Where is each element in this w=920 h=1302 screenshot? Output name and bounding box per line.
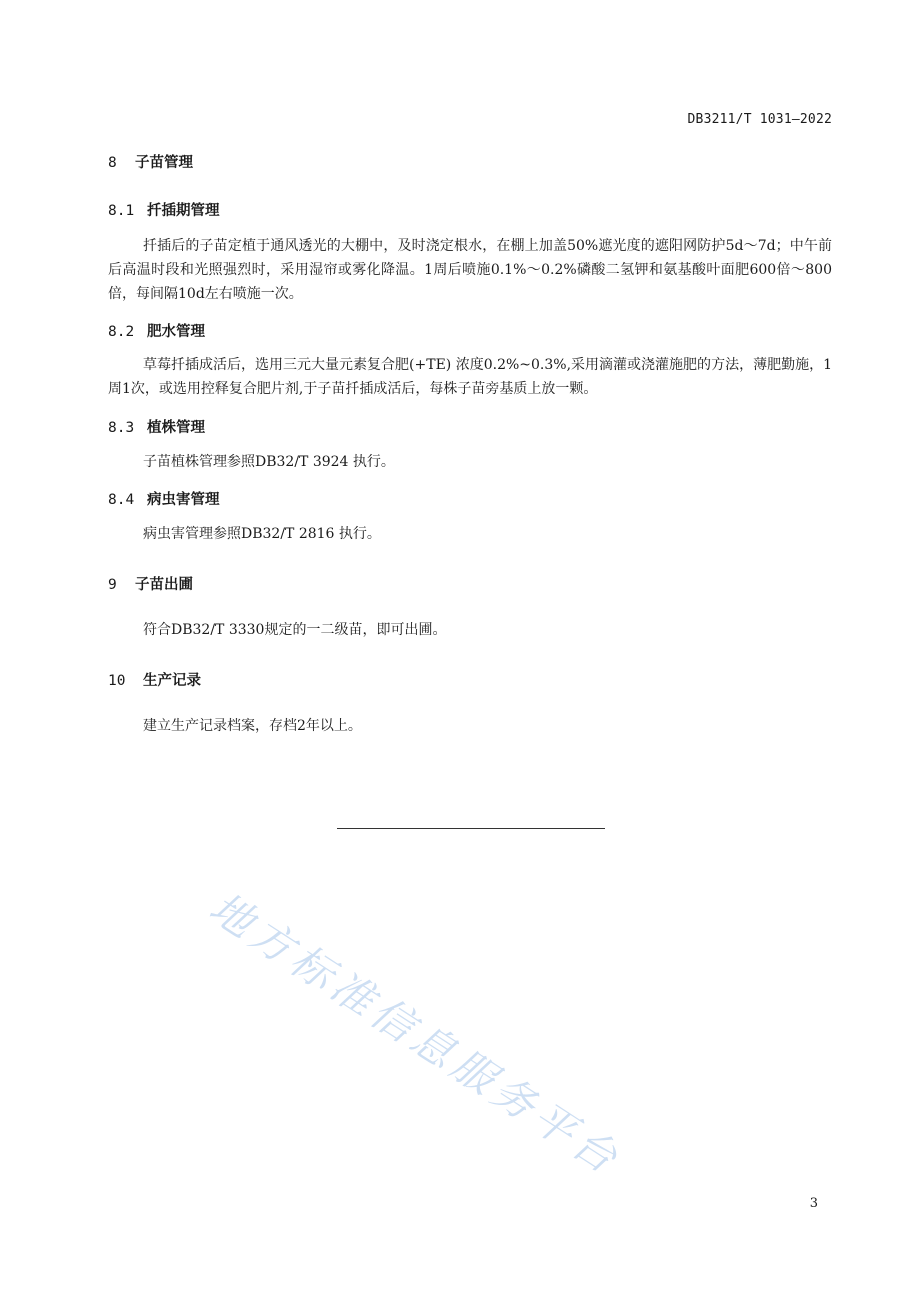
section-10-heading: [108, 669, 201, 690]
section-8-3-paragraph: 子苗植株管理参照DB32/T 3924 执行。: [143, 454, 395, 470]
section-number: 8.4: [108, 492, 135, 508]
section-8-4-paragraph: 病虫害管理参照DB32/T 2816 执行。: [143, 526, 381, 542]
section-9-paragraph: 符合DB32/T 3330规定的一二级苗，即可出圃。: [143, 622, 447, 638]
section-8-1-paragraph: 扦插后的子苗定植于通风透光的大棚中，及时浇定根水，在棚上加盖50%遮光度的遮阳网防护5d～7d；中午前后高温时段和光照强烈时，采用湿帘或雾化降温。1周后喷施0.1%～0.2%磷酸二氢钾和氨基酸叶面肥600倍～800倍，每间隔10d左右喷施一次。: [108, 238, 832, 302]
section-title: 植株管理: [147, 420, 205, 436]
page-number: 3: [809, 1196, 818, 1211]
section-9-heading: [108, 573, 193, 594]
section-number: 8.2: [108, 324, 135, 340]
document-code: DB3211/T 1031—2022: [687, 112, 832, 127]
watermark: 地方标准信息服务平台: [200, 882, 631, 1186]
section-number: 9: [108, 577, 117, 593]
section-number: 8.3: [108, 420, 135, 436]
section-title: 子苗出圃: [135, 577, 193, 593]
section-title: 肥水管理: [147, 324, 205, 340]
section-8-1-heading: [108, 199, 220, 220]
section-8-3-heading: [108, 416, 205, 437]
section-title: 生产记录: [143, 673, 201, 689]
section-8-2-heading: [108, 320, 205, 341]
section-8-4-heading: [108, 488, 220, 509]
section-title: 病虫害管理: [147, 492, 220, 508]
section-title: 扦插期管理: [147, 203, 220, 219]
section-number: 8.1: [108, 203, 135, 219]
section-number: 10: [108, 673, 126, 689]
section-10-paragraph: 建立生产记录档案，存档2年以上。: [143, 718, 362, 734]
section-title: 子苗管理: [135, 155, 193, 171]
end-rule: [337, 828, 605, 829]
section-number: 8: [108, 155, 117, 171]
section-8-2-paragraph: 草莓扦插成活后，选用三元大量元素复合肥(+TE) 浓度0.2%~0.3%,采用滴灌或浇灌施肥的方法，薄肥勤施，1周1次，或选用控释复合肥片剂,于子苗扦插成活后，每株子苗旁基质上放一颗。: [108, 357, 832, 397]
section-8-heading: [108, 151, 193, 172]
